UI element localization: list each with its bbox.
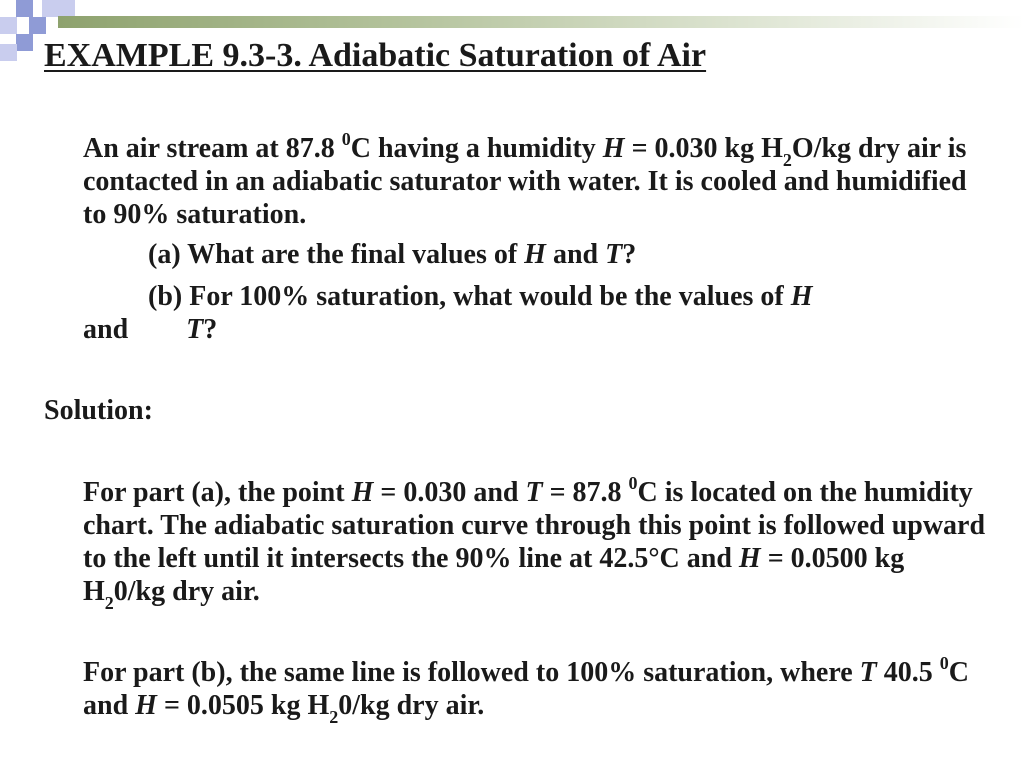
problem-statement: An air stream at 87.8 $^0$C having a humidity H = 0.030 kg $H_2O/kg$ dry air is contacted in an adiabatic saturator with water. It is cooled and humidified to 90% saturation. (83, 128, 967, 230)
slide-title: EXAMPLE 9.3-3. Adiabatic Saturation of Air (44, 37, 707, 74)
question-a: (a) What are the final values of H and T? (148, 239, 637, 270)
decor-square (16, 0, 33, 17)
decor-square (16, 34, 33, 51)
decor-square (42, 0, 59, 17)
header-gradient-bar (58, 16, 1024, 28)
question-b: (b) For 100% saturation, what would be the values of H and T? (83, 281, 813, 345)
decor-square (0, 17, 17, 34)
solution-part-a: For part (a), the point H = 0.030 and T = 87.8 $^0$C is located on the humidity chart. The adiabatic saturation curve through this point is followed upward to the left until it intersects the 90% line at 42.5°C and H = 0.0500 kg $H_20/kg$ dry air. (83, 472, 986, 613)
decor-square (0, 44, 17, 61)
decor-square (58, 0, 75, 17)
decor-square (29, 17, 46, 34)
solution-part-b: For part (b), the same line is followed to 100% saturation, where T 40.5 $^0$C and H = 0.0505 kg $H_20/kg$ dry air. (83, 652, 970, 727)
solution-label: Solution: (44, 395, 153, 426)
